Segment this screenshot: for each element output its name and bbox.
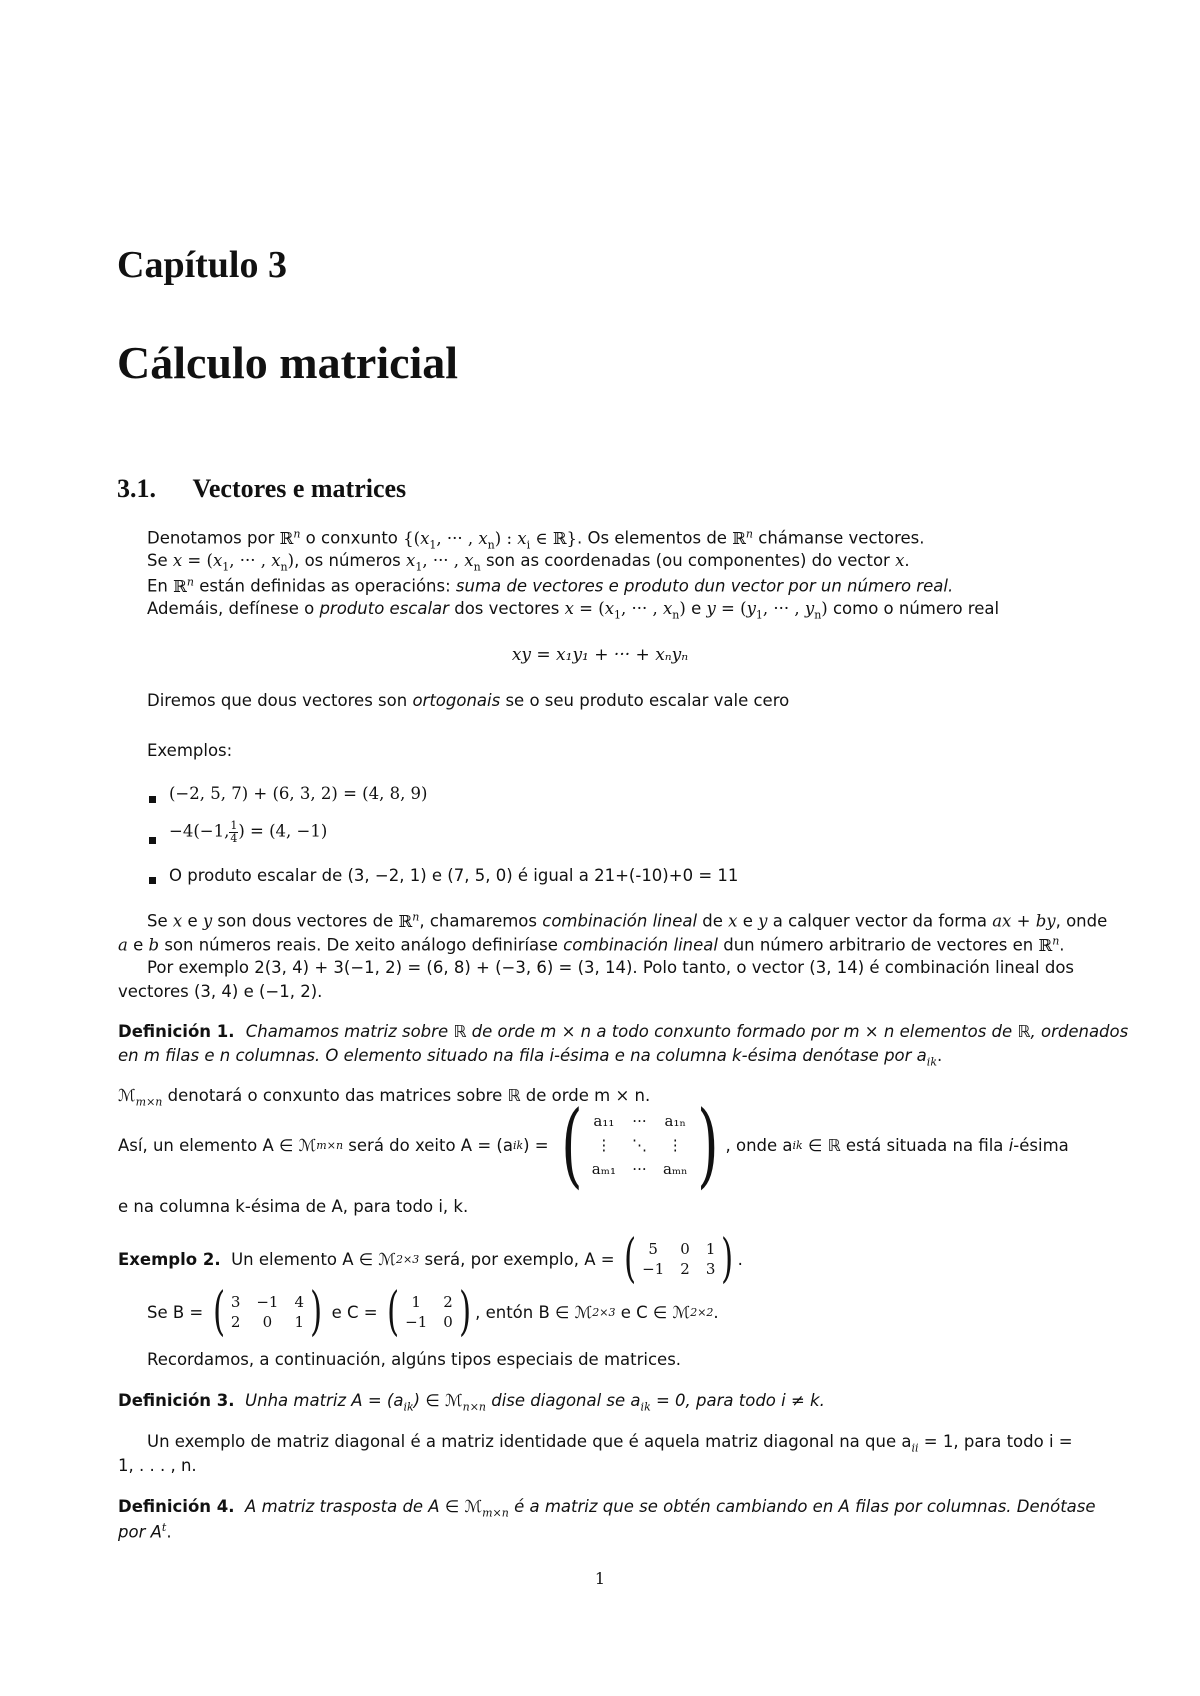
bullet-icon bbox=[149, 796, 156, 803]
intro-line-3: En ℝ$^n$ están definidas as operacións: suma de vectores e produto dun vector por un número real. bbox=[147, 575, 954, 596]
section-number: 3.1. bbox=[117, 474, 156, 503]
identity-line-2: 1, . . . , n. bbox=[118, 1456, 197, 1475]
comb-line-1: Se x e y son dous vectores de ℝ$^n$, chamaremos combinación lineal de x e y a calquer vector da forma ax + by, onde bbox=[147, 910, 1108, 931]
mmn-line-2: Así, un elemento A ∈ ℳ m×n será do xeito A = (a ik ) = ( a₁₁ ··· a₁ₙ ⋮ ⋱ ⋮ aₘ₁ ··· aₘₙ ) , onde a ik ∈ ℝ está situada na fila i -ésima bbox=[118, 1091, 1069, 1198]
recordamos-line: Recordamos, a continuación, algúns tipos especiais de matrices. bbox=[147, 1350, 682, 1369]
intro-line-2: Se $x = (x_1$, ··· , $x_n$), os números $x_1$, ··· , $x_n$ son as coordenadas (ou componentes) do vector x. bbox=[147, 551, 910, 574]
definition-1-cont: en m filas e n columnas. O elemento situado na fila i-ésima e na columna k-ésima denótase por $a_{ik}$. bbox=[118, 1046, 943, 1069]
section-heading bbox=[117, 474, 406, 504]
matrix-A: ( 5 0 1 −1 2 3 ) bbox=[623, 1229, 734, 1289]
comb-line-3: Por exemplo 2(3, 4) + 3(−1, 2) = (6, 8) + (−3, 6) = (3, 14). Polo tanto, o vector (3, 14) é combinación lineal dos bbox=[147, 958, 1075, 977]
definition-3: Definición 3. Unha matriz $A = (a_{ik})$ ∈ ℳ$_{n\times n}$ dise diagonal se $a_{ik} = 0$, para todo i ≠ k. bbox=[118, 1391, 825, 1414]
mmn-line-1: ℳ$_{m\times n}$ denotará o conxunto das matrices sobre ℝ de orde m × n. bbox=[118, 1086, 651, 1109]
orthogonal-line: Diremos que dous vectores son ortogonais se o seu produto escalar vale cero bbox=[147, 691, 790, 710]
identity-line-1: Un exemplo de matriz diagonal é a matriz identidade que é aquela matriz diagonal na que $a_{ii} = 1$, para todo i = bbox=[147, 1432, 1073, 1455]
intro-line-1: Denotamos por ℝ$^n$ o conxunto {($x_1$, ··· , $x_n$) : $x_i$ ∈ ℝ}. Os elementos de ℝ$^n$ chámanse vectores. bbox=[147, 527, 925, 551]
example-2-line-1: Exemplo 2. Un elemento A ∈ ℳ 2×3 será, por exemplo, A = ( 5 0 1 −1 2 3 ) . bbox=[118, 1229, 743, 1289]
dot-product-formula: xy = x₁y₁ + ··· + xₙyₙ bbox=[511, 645, 689, 665]
comb-line-4: vectores (3, 4) e (−1, 2). bbox=[118, 982, 323, 1001]
section-title: Vectores e matrices bbox=[192, 474, 407, 503]
example-2-line-2: Se B = ( 3 −1 4 2 0 1 ) e C = ( 1 2 −1 0 ) , entón B ∈ ℳ 2×3 e C ∈ ℳ 2×2 . bbox=[147, 1282, 719, 1342]
comb-line-2: a e b son números reais. De xeito análogo definiríase combinación lineal dun número arbitrario de vectores en ℝ$^n$. bbox=[118, 934, 1065, 955]
matrix-C: ( 1 2 −1 0 ) bbox=[386, 1282, 472, 1342]
matrix-B: ( 3 −1 4 2 0 1 ) bbox=[212, 1282, 323, 1342]
definition-4: Definición 4. A matriz trasposta de A ∈ ℳ$_{m\times n}$ é a matriz que se obtén cambiando en A filas por columnas. Denótase bbox=[118, 1497, 1096, 1520]
intro-line-4: Ademáis, defínese o produto escalar dos vectores $x = (x_1$, ··· , $x_n$) e $y = (y_1$, ··· , $y_n$) como o número real bbox=[147, 599, 1000, 622]
example-item-1: (−2, 5, 7) + (6, 3, 2) = (4, 8, 9) bbox=[169, 784, 428, 803]
definition-1: Definición 1. Chamamos matriz sobre ℝ de orde m × n a todo conxunto formado por m × n elementos de ℝ, ordenados bbox=[118, 1022, 1129, 1041]
page-number: 1 bbox=[594, 1569, 606, 1588]
mmn-line-3: e na columna k-ésima de A, para todo i, k. bbox=[118, 1197, 469, 1216]
definition-4-cont: por $A^t$. bbox=[118, 1521, 172, 1542]
chapter-title: Cálculo matricial bbox=[117, 337, 459, 388]
chapter-label: Capítulo 3 bbox=[117, 244, 287, 286]
general-matrix: ( a₁₁ ··· a₁ₙ ⋮ ⋱ ⋮ aₘ₁ ··· aₘₙ ) bbox=[561, 1091, 719, 1198]
bullet-icon bbox=[149, 837, 156, 844]
examples-label: Exemplos: bbox=[147, 741, 233, 760]
example-item-2: −4(−1, $\frac{1}{4}$ ) = (4, −1) bbox=[169, 819, 328, 845]
example-item-3: O produto escalar de (3, −2, 1) e (7, 5, 0) é igual a 21+(-10)+0 = 11 bbox=[169, 866, 739, 885]
bullet-icon bbox=[149, 877, 156, 884]
